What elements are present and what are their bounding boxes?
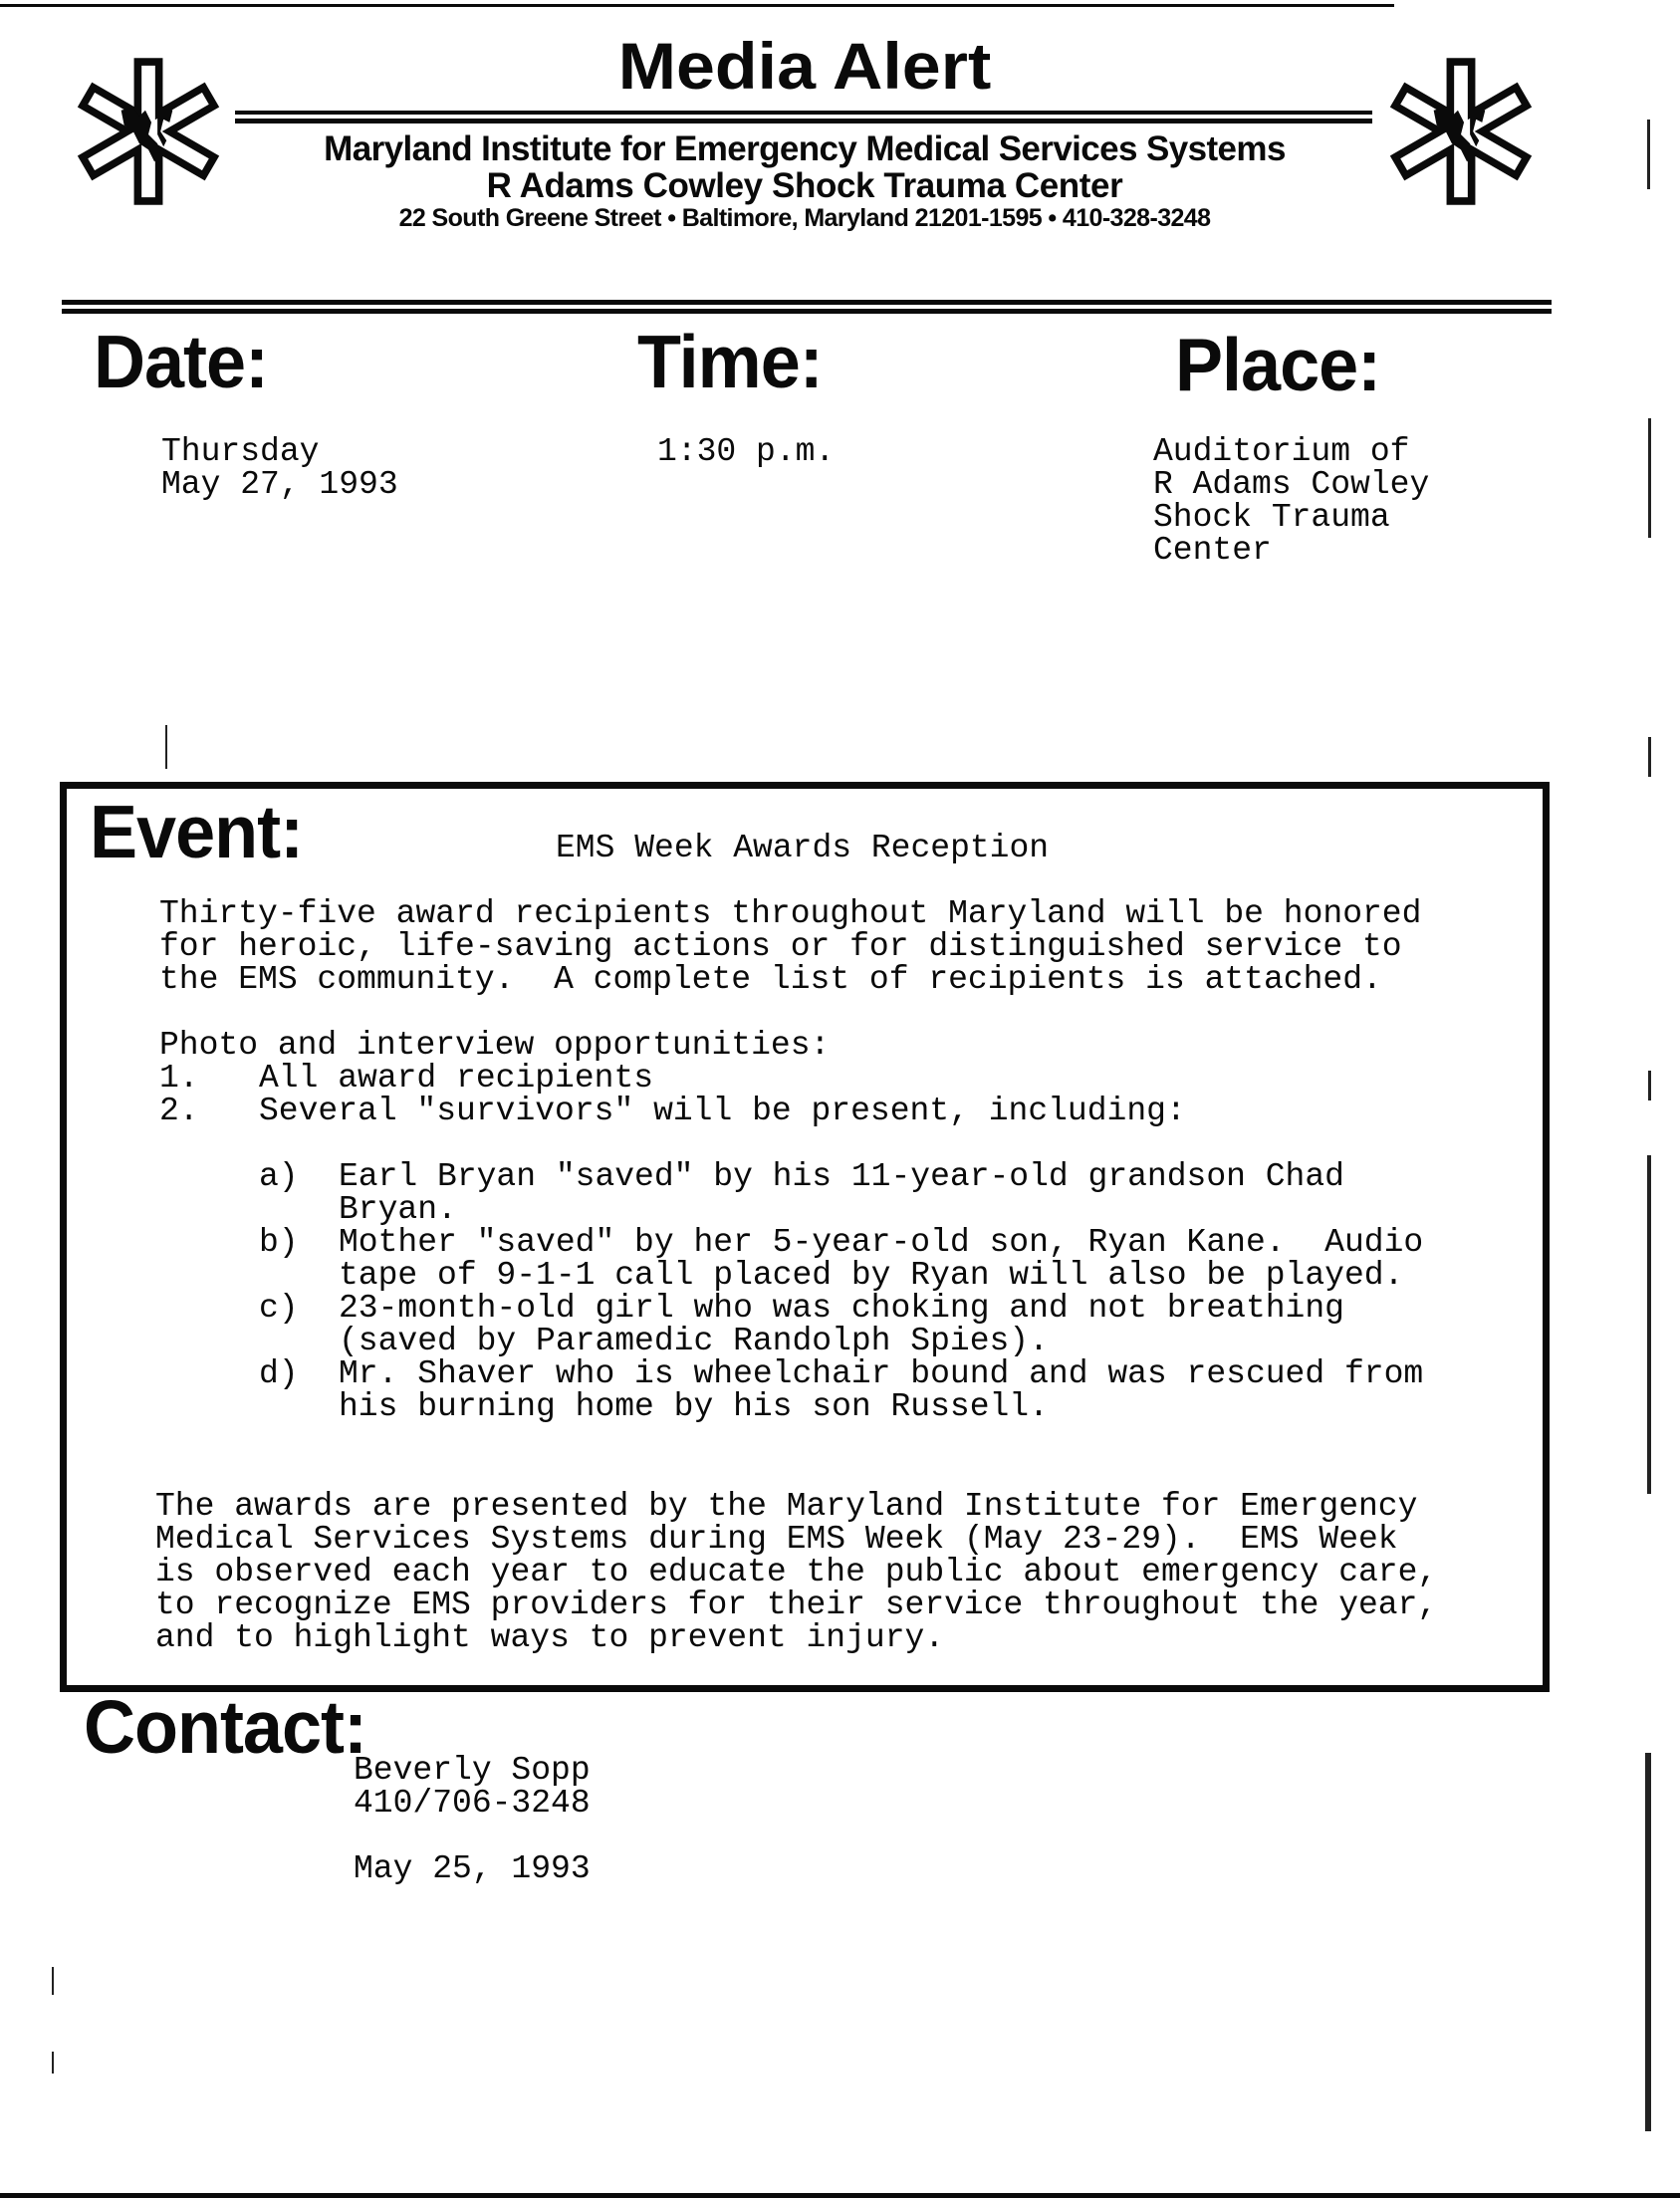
contact-name: Beverly Sopp bbox=[354, 1752, 591, 1789]
date-label: Date: bbox=[94, 320, 269, 404]
time-value: 1:30 p.m. bbox=[657, 433, 836, 470]
time-label: Time: bbox=[637, 320, 823, 404]
list-text: Bryan. bbox=[339, 1191, 457, 1228]
list-text: Several "survivors" will be present, including: bbox=[259, 1093, 1186, 1129]
event-intro-line: Thirty-five award recipients throughout Maryland will be honored bbox=[159, 895, 1422, 932]
closing-line: The awards are presented by the Maryland Institute for Emergency bbox=[155, 1488, 1418, 1525]
list-marker: 2. bbox=[159, 1093, 199, 1129]
date-day: Thursday bbox=[161, 433, 320, 470]
trauma-center-name: R Adams Cowley Shock Trauma Center bbox=[486, 166, 1123, 205]
list-text: 23-month-old girl who was choking and not breathing bbox=[339, 1290, 1344, 1327]
list-text: Mother "saved" by her 5-year-old son, Ryan Kane. Audio bbox=[339, 1224, 1424, 1261]
organization-name: Maryland Institute for Emergency Medical Services Systems bbox=[324, 129, 1286, 168]
place-line: R Adams Cowley bbox=[1153, 466, 1430, 503]
scan-artifact bbox=[1645, 1753, 1651, 2131]
closing-line: to recognize EMS providers for their service throughout the year, bbox=[155, 1587, 1438, 1623]
list-text: All award recipients bbox=[259, 1060, 654, 1097]
contact-phone: 410/706-3248 bbox=[354, 1785, 591, 1822]
list-text: (saved by Paramedic Randolph Spies). bbox=[339, 1323, 1049, 1359]
list-text: Earl Bryan "saved" by his 11-year-old grandson Chad bbox=[339, 1158, 1344, 1195]
list-marker: b) bbox=[259, 1224, 299, 1261]
place-line: Auditorium of bbox=[1153, 433, 1410, 470]
scan-artifact bbox=[1647, 1155, 1651, 1494]
event-intro-line: the EMS community. A complete list of recipients is attached. bbox=[159, 961, 1382, 998]
place-line: Shock Trauma bbox=[1153, 499, 1390, 536]
contact-label: Contact: bbox=[84, 1685, 366, 1770]
event-intro-line: for heroic, life-saving actions or for distinguished service to bbox=[159, 928, 1402, 965]
scan-artifact bbox=[1648, 418, 1651, 538]
place-line: Center bbox=[1153, 532, 1272, 569]
address-line: 22 South Greene Street • Baltimore, Maryland 21201-1595 • 410-328-3248 bbox=[398, 204, 1211, 232]
scan-artifact bbox=[52, 2052, 54, 2074]
header-divider-top bbox=[62, 300, 1552, 305]
list-marker: c) bbox=[259, 1290, 299, 1327]
closing-line: and to highlight ways to prevent injury. bbox=[155, 1619, 945, 1656]
scan-artifact bbox=[52, 1967, 54, 1995]
list-text: his burning home by his son Russell. bbox=[339, 1388, 1049, 1425]
event-name: EMS Week Awards Reception bbox=[556, 830, 1050, 866]
list-marker: a) bbox=[259, 1158, 299, 1195]
list-marker: d) bbox=[259, 1355, 299, 1392]
top-page-edge bbox=[0, 4, 1394, 7]
scan-artifact bbox=[1647, 120, 1650, 189]
list-marker: 1. bbox=[159, 1060, 199, 1097]
date-value: May 27, 1993 bbox=[161, 466, 398, 503]
opportunities-heading: Photo and interview opportunities: bbox=[159, 1027, 831, 1064]
event-label: Event: bbox=[90, 790, 304, 874]
scan-artifact bbox=[1648, 737, 1651, 777]
header-divider-bottom bbox=[62, 309, 1552, 314]
closing-line: Medical Services Systems during EMS Week (May 23-29). EMS Week bbox=[155, 1521, 1398, 1558]
header-rule-top bbox=[235, 111, 1372, 115]
header-rule-bottom bbox=[235, 119, 1372, 123]
header-title: Media Alert bbox=[617, 29, 992, 103]
closing-line: is observed each year to educate the public about emergency care, bbox=[155, 1554, 1438, 1590]
bottom-page-edge bbox=[0, 2193, 1680, 2198]
scan-artifact bbox=[165, 725, 167, 769]
list-text: Mr. Shaver who is wheelchair bound and was rescued from bbox=[339, 1355, 1424, 1392]
list-text: tape of 9-1-1 call placed by Ryan will also be played. bbox=[339, 1257, 1404, 1294]
contact-date: May 25, 1993 bbox=[354, 1850, 591, 1887]
scan-artifact bbox=[1648, 1071, 1651, 1100]
place-label: Place: bbox=[1175, 323, 1381, 407]
